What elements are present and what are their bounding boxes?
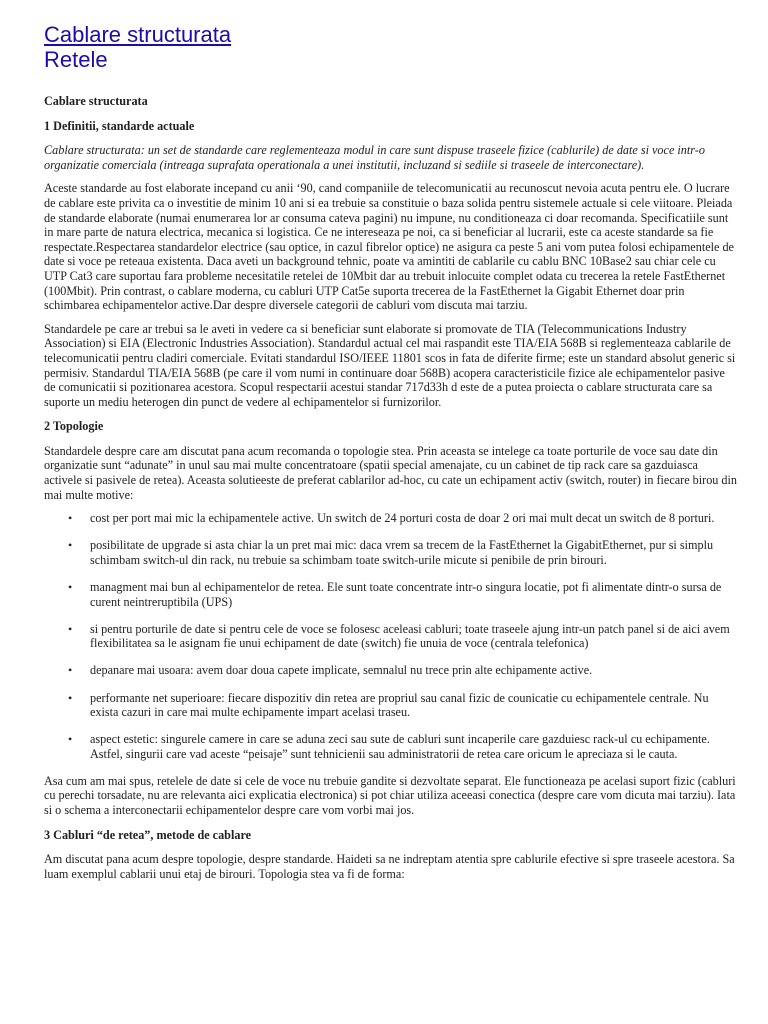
section-heading-topology: 2 Topologie — [44, 419, 104, 434]
list-item-text: managment mai bun al echipamentelor de retea. Ele sunt toate concentrate intr-o singura locatie, pot fi alimentate dintr-o sursa de curent neintreruptibila (UPS) — [90, 580, 722, 609]
bullet-icon: • — [68, 511, 73, 526]
bullet-icon: • — [68, 580, 73, 595]
advantages-list — [44, 511, 738, 761]
document-body — [44, 94, 738, 881]
list-item — [68, 732, 738, 761]
list-item-text: performante net superioare: fiecare dispozitiv din retea are propriul sau canal fizic de counicatie cu echipamentele centrale. Nu exista cazuri in care mai multe echipamente impart acelasi traseu. — [90, 690, 709, 720]
list-item-text: cost per port mai mic la echipamentele active. Un switch de 24 porturi costa de doar 2 ori mai mult decat un switch de 8 porturi. — [90, 511, 715, 526]
paragraph-voice-data: Asa cum am mai spus, retelele de date si cele de voce nu trebuie gandite si dezvoltate separat. Ele functioneaza pe acelasi suport fizic (cabluri cu perechi torsadate, nu are relevanta aici explicatia electronica) si pot chiar utiliza aceeasi conectica (despre care vom dicuta mai tarziu). Iata si o schema a interconectarii echipamentelor despre care vom vorbi mai jos. — [44, 773, 736, 818]
definition-paragraph: Cablare structurata: un set de standarde care reglementeaza modul in care sunt dispuse traseele fizice (cablurile) de date si voce intr-o organizatie comerciala (intreaga suprafata operationala a unei institutii, incluzand si sediile si traseele de interconectare). — [44, 143, 705, 172]
list-item-text: aspect estetic: singurele camere in care se aduna zeci sau sute de cabluri sunt incaperile care gazduiesc rack-ul cu echipamente. Astfel, singurii care vad aceste “peisaje” sunt tehnicienii sau administratorii de retea care oricum le apreciaza si le cauta. — [90, 732, 710, 761]
bullet-icon: • — [68, 621, 73, 636]
bullet-icon: • — [68, 538, 73, 553]
document-subtitle: Retele — [44, 47, 108, 72]
list-item — [68, 690, 738, 720]
list-item — [68, 511, 738, 526]
paragraph-tia-eia: Standardele pe care ar trebui sa le aveti in vedere ca si beneficiar sunt elaborate si promovate de TIA (Telecommunications Industry Association) si EIA (Electronic Industries Association). Standardul actual cel mai raspandit este TIA/EIA 568B si reglementeaza cablarile de telecomunicatii pentru cladiri comerciale. Evitati standardul ISO/IEEE 11801 scos in fata de diferite firme; este un standard absolut generic si permisiv. Standardul TIA/EIA 568B (pe care il vom numi in continuare doar 568B) acopera caracteristicile fizice ale echipamentelor pasive de comunicatii si pozitionarea acestora. Scopul respectarii acestui standar 717d33h d este de a putea proiecta o cablare structurata care sa suporte un mediu heterogen din punct de vedere al echipamentelor si furnizorilor. — [44, 321, 736, 409]
paragraph-standards-history: Aceste standarde au fost elaborate incepand cu anii ‘90, cand companiile de telecomunicatii au recunoscut nevoia acuta pentru ele. O lucrare de cablare este privita ca o investitie de minim 10 ani si ea trebuie sa constituie o baza solida pentru sistemele actuale si cele viitoare. Pleiada de standarde elaborate (numai enumerarea lor ar consuma cateva pagini) nu impune, nu conditioneaza ci doar recomanda. Specificatiile sunt in mare parte de natura electrica, mecanica si logistica. Ce ne intereseaza pe noi, ca si beneficiar al lucrarii, este ca aceste standarde sa fie respectate.Respectarea standardelor electrice (sau optice, in cazul fibrelor optice) ne asigura ca peste 5 ani vom putea folosi echipamentele de date si voce pe reteaua existenta. Daca aveti un background tehnic, poate va amintiti de cablarile cu cablu BNC 10Base2 sau chiar cele cu UTP Cat3 care suportau fara probleme necesitatile retelei de 10Mbit dar au trebuit inlocuite complet odata cu trecerea la retele FastEthernet (100Mbit). Prin contrast, o cablare moderna, cu cabluri UTP Cat5e suporta trecerea de la FastEthernet la Gigabit Ethernet doar prin schimbarea echipamentelor active.Dar despre diversele categorii de cabluri vom discuta mai tarziu. — [44, 181, 734, 313]
list-item — [68, 538, 738, 567]
main-heading: Cablare structurata — [44, 94, 148, 108]
list-item — [68, 663, 738, 678]
paragraph-cables-intro: Am discutat pana acum despre topologie, despre standarde. Haideti sa ne indreptam atentia spre cablurile efective si spre traseele acestora. Sa luam exemplul cablarii unui etaj de birouri. Topologia stea va fi de forma: — [44, 852, 735, 881]
bullet-icon: • — [68, 663, 73, 678]
bullet-icon: • — [68, 732, 73, 747]
document-title-link[interactable]: Cablare structurata — [44, 22, 232, 47]
list-item — [68, 621, 738, 651]
section-heading-definitions: 1 Definitii, standarde actuale — [44, 118, 195, 133]
section-heading-cables: 3 Cabluri “de retea”, metode de cablare — [44, 827, 252, 842]
list-item-text: posibilitate de upgrade si asta chiar la un pret mai mic: daca vrem sa trecem de la FastEthernet la GigabitEthernet, pur si simplu schimbam switch-ul din rack, nu trebuie sa schimbam toate switch-urile micute si penibile de prin birouri. — [90, 538, 714, 567]
list-item-text: depanare mai usoara: avem doar doua capete implicate, semnalul nu trece prin alte echipamente active. — [90, 663, 593, 678]
paragraph-topology-intro: Standardele despre care am discutat pana acum recomanda o topologie stea. Prin aceasta se intelege ca toate porturile de voce sau date din organizatie sunt “adunate” in unul sau mai multe concentratoare (spatii special amenajate, cu un cabinet de tip rack care sa gazduiasca activele si pasivele de retea). Aceasta solutieeste de preferat cablarilor ad-hoc, cu cate un echipament activ (switch, router) in fiecare birou din mai multe motive: — [44, 443, 738, 502]
list-item-text: si pentru porturile de date si pentru cele de voce se folosesc aceleasi cabluri; toate traseele ajung intr-un patch panel si de aici avem flexibilitatea sa le asignam fie unui echipament de date (switch) fie unuia de voce (centrala telefonica) — [90, 621, 730, 651]
list-item — [68, 580, 738, 609]
bullet-icon: • — [68, 690, 73, 705]
